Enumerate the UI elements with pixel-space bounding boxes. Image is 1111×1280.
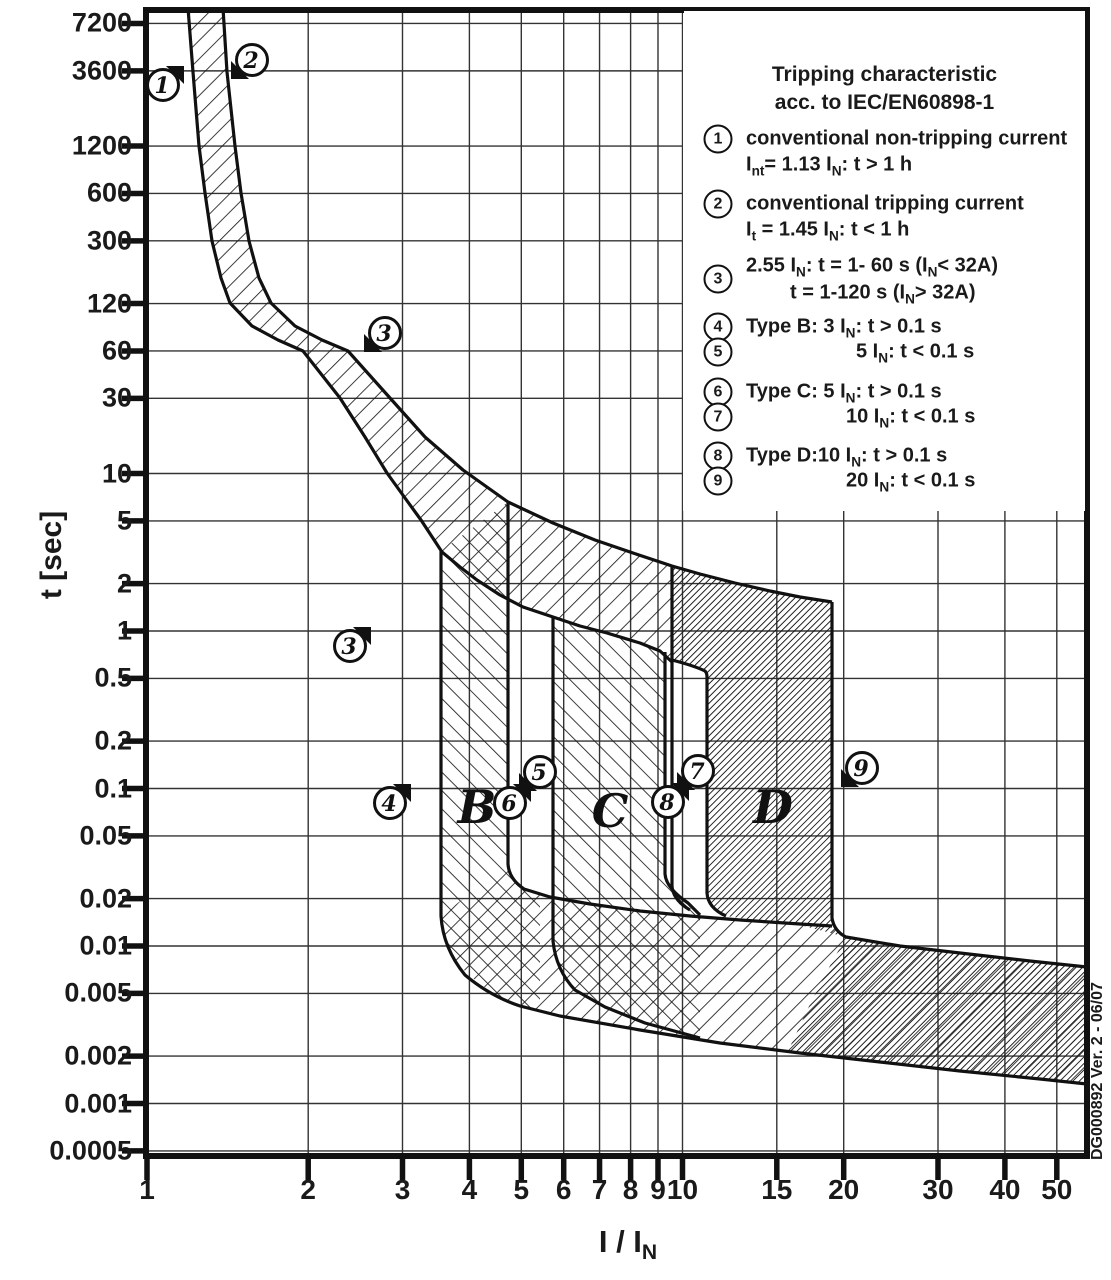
legend-text-row: $I_t = 1.45$ $I_N$: t < 1 h xyxy=(746,218,910,244)
svg-text:3: 3 xyxy=(341,634,357,660)
x-tick-label: 5 xyxy=(513,1174,530,1205)
edge-d-right xyxy=(832,602,1087,967)
legend-number-7: 7 xyxy=(704,403,733,432)
legend-text-row: $I_{nt}= 1.13$ $I_N$: t > 1 h xyxy=(746,153,913,179)
legend-number-6: 6 xyxy=(704,378,733,407)
y-axis-title: t [sec] xyxy=(35,510,69,600)
y-tick-label: 0.05 xyxy=(79,820,132,851)
svg-text:4: 4 xyxy=(381,791,397,817)
svg-text:8: 8 xyxy=(659,790,675,816)
x-tick-label: 8 xyxy=(622,1174,639,1205)
x-tick-label: 30 xyxy=(922,1174,954,1205)
y-tick-label: 0.5 xyxy=(94,662,132,693)
svg-text:1: 1 xyxy=(154,73,170,99)
legend-text-row: 10 $I_N$: t < 0.1 s xyxy=(846,405,976,431)
legend-text-row: 20 $I_N$: t < 0.1 s xyxy=(846,469,976,495)
svg-text:5: 5 xyxy=(531,760,547,786)
x-tick-label: 50 xyxy=(1041,1174,1073,1205)
y-tick-label: 0.01 xyxy=(79,930,132,961)
legend-number-4: 4 xyxy=(704,313,733,342)
y-tick-label: 1200 xyxy=(71,130,132,161)
x-tick-label: 2 xyxy=(300,1174,316,1205)
legend-title-line2: acc. to IEC/EN60898-1 xyxy=(774,91,995,114)
svg-text:2: 2 xyxy=(243,48,259,74)
x-tick-label: 6 xyxy=(555,1174,572,1205)
legend-text-row: t = 1-120 s $(I_N> 32A)$ xyxy=(790,281,976,307)
x-tick-label: 3 xyxy=(394,1174,411,1205)
marker-2 xyxy=(231,45,268,80)
band-letter-B: B xyxy=(457,780,497,834)
y-tick-label: 300 xyxy=(86,225,132,256)
legend-text-row: Type B: 3 $I_N$: t > 0.1 s xyxy=(746,315,942,341)
y-tick-label: 10 xyxy=(101,458,132,488)
y-tick-label: 0.002 xyxy=(64,1040,132,1071)
marker-3 xyxy=(364,318,401,353)
x-tick-label: 10 xyxy=(666,1174,699,1205)
y-tick-label: 600 xyxy=(86,177,132,208)
y-tick-label: 0.1 xyxy=(94,773,132,803)
legend-text-row: conventional non-tripping current xyxy=(746,127,1068,150)
y-tick-label: 120 xyxy=(86,288,132,319)
x-tick-label: 4 xyxy=(461,1174,478,1205)
legend-text-row: conventional tripping current xyxy=(746,192,1024,215)
x-tick-label: 15 xyxy=(761,1174,793,1205)
legend-text-row: 2.55 $I_N$: t = 1- 60 s $(I_N< 32A)$ xyxy=(746,254,999,280)
legend-number-3: 3 xyxy=(704,265,733,294)
legend-text-row: Type D:10 $I_N$: t > 0.1 s xyxy=(746,444,948,470)
band-letter-D: D xyxy=(753,780,793,834)
y-tick-label: 0.2 xyxy=(94,725,132,756)
x-tick-label: 20 xyxy=(828,1174,860,1205)
legend-number-1: 1 xyxy=(704,125,733,154)
x-tick-label: 7 xyxy=(591,1174,608,1205)
legend-text-row: 5 $I_N$: t < 0.1 s xyxy=(856,340,975,366)
y-tick-label: 5 xyxy=(116,505,132,536)
legend-number-9: 9 xyxy=(704,467,733,496)
x-tick-label: 1 xyxy=(139,1174,155,1205)
y-tick-label: 3600 xyxy=(71,55,132,86)
svg-text:3: 3 xyxy=(376,321,392,347)
y-tick-label: 30 xyxy=(101,382,132,413)
x-tick-label: 9 xyxy=(650,1174,666,1205)
document-reference: DG000892 Ver. 2 - 06/07 xyxy=(1089,982,1106,1160)
svg-text:7: 7 xyxy=(689,759,705,785)
band-letter-C: C xyxy=(591,784,629,838)
y-tick-label: 0.0005 xyxy=(49,1135,132,1166)
x-axis-title: I / $I_N$ xyxy=(598,1224,658,1265)
x-tick-label: 40 xyxy=(989,1174,1021,1205)
legend-text-row: Type C: 5 $I_N$: t > 0.1 s xyxy=(746,380,942,406)
y-tick-label: 0.001 xyxy=(64,1088,132,1118)
y-tick-label: 7200 xyxy=(71,7,132,38)
svg-text:6: 6 xyxy=(501,791,517,817)
legend-number-8: 8 xyxy=(704,442,733,471)
marker-9 xyxy=(841,753,878,788)
marker-3 xyxy=(335,627,372,662)
legend-number-2: 2 xyxy=(704,190,733,219)
legend-title-line1: Tripping characteristic xyxy=(771,63,998,86)
y-tick-label: 0.005 xyxy=(64,977,132,1008)
svg-text:9: 9 xyxy=(853,756,869,782)
legend-box xyxy=(684,11,1085,511)
type-d-band xyxy=(672,566,846,937)
y-tick-label: 60 xyxy=(101,335,132,366)
legend-number-5: 5 xyxy=(704,338,733,367)
y-tick-label: 1 xyxy=(116,615,132,646)
y-tick-label: 2 xyxy=(116,568,132,599)
y-tick-label: 0.02 xyxy=(79,883,132,914)
